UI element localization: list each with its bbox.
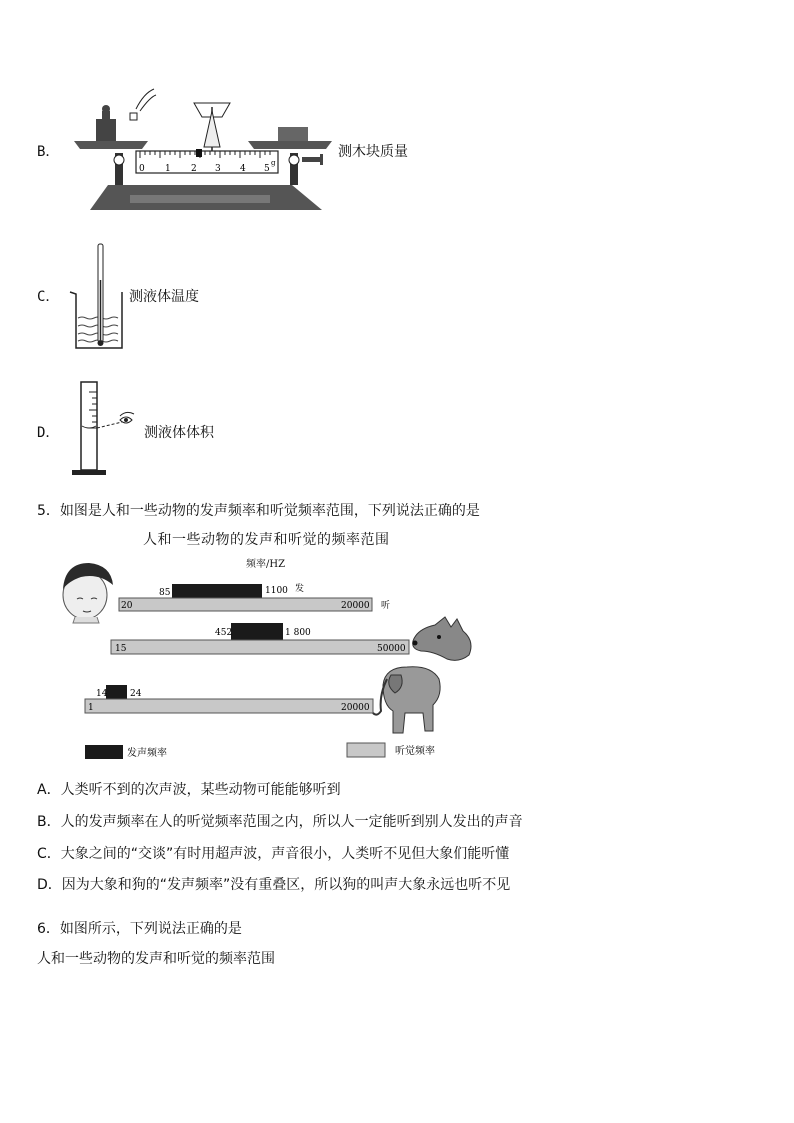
human-emit-hi: 1100 xyxy=(265,586,288,596)
scale-unit: g xyxy=(271,159,276,167)
human-hear-tag: 听 xyxy=(381,601,391,611)
legend-hear-label: 听觉频率 xyxy=(395,746,435,757)
scale-tick-2: 2 xyxy=(191,164,197,174)
q5-option-d: D．因为大象和狗的“发声频率”没有重叠区，所以狗的叫声大象永远也听不见 xyxy=(37,877,511,893)
wood-block xyxy=(278,127,308,141)
option-b-caption: 测木块质量 xyxy=(338,144,408,160)
dog-emit-bar xyxy=(231,623,283,640)
graduated-cylinder xyxy=(81,382,97,470)
dog-emit-hi: 1 800 xyxy=(285,628,311,638)
balance-beam xyxy=(136,151,278,173)
option-d-caption: 测液体体积 xyxy=(144,425,214,441)
dog-hear-hi: 50000 xyxy=(377,644,406,654)
dog-emit-lo: 452 xyxy=(215,628,233,638)
rider xyxy=(196,149,202,157)
q5-option-a: A．人类听不到的次声波，某些动物可能能够听到 xyxy=(37,782,341,798)
human-hear-lo: 20 xyxy=(121,601,133,611)
option-d-letter: D． xyxy=(37,425,60,441)
weight xyxy=(96,119,116,141)
beaker-thermometer-figure xyxy=(66,240,132,352)
q6-stem: 6．如图所示，下列说法正确的是 xyxy=(37,921,242,937)
elephant-emit-bar xyxy=(106,685,127,699)
option-c-caption: 测液体温度 xyxy=(129,289,199,305)
human-hear-bar xyxy=(119,598,372,611)
option-c-letter: C． xyxy=(37,289,60,305)
elephant-emit-hi: 24 xyxy=(130,689,142,699)
human-emit-lo: 85 xyxy=(159,588,171,598)
elephant-hear-bar xyxy=(85,699,373,713)
elephant-hear-lo: 1 xyxy=(88,703,94,713)
elephant-icon xyxy=(373,667,440,733)
scale-tick-0: 0 xyxy=(139,164,145,174)
scale-tick-5: 5 xyxy=(264,164,270,174)
right-pan xyxy=(248,141,332,149)
dog-hear-bar xyxy=(111,640,409,654)
q6-subtitle: 人和一些动物的发声和听觉的频率范围 xyxy=(37,951,275,967)
elephant-hear-hi: 20000 xyxy=(341,703,370,713)
legend-emit-swatch xyxy=(85,745,123,759)
option-b-letter: B． xyxy=(37,144,60,160)
human-hear-hi: 20000 xyxy=(341,601,370,611)
cylinder-figure xyxy=(68,378,148,478)
scale-tick-3: 3 xyxy=(215,164,221,174)
q5-option-c: C．大象之间的“交谈”有时用超声波，声音很小，人类听不见但大象们能听懂 xyxy=(37,846,510,862)
human-face-icon xyxy=(63,563,113,623)
legend-hear-swatch xyxy=(347,743,385,757)
balance-figure xyxy=(70,85,340,213)
left-pan xyxy=(74,141,148,149)
q5-stem: 5．如图是人和一些动物的发声频率和听觉频率范围，下列说法正确的是 xyxy=(37,503,480,519)
legend-emit-label: 发声频率 xyxy=(127,748,167,759)
scale-tick-1: 1 xyxy=(165,164,171,174)
q5-option-b: B．人的发声频率在人的听觉频率范围之内，所以人一定能听到别人发出的声音 xyxy=(37,814,523,830)
human-emit-tag: 发 xyxy=(295,584,305,594)
frequency-range-chart xyxy=(55,555,485,765)
q5-figure-title: 人和一些动物的发声和听觉的频率范围 xyxy=(143,532,390,548)
q5-figure-unit: 频率/HZ xyxy=(246,559,286,570)
elephant-emit-lo: 14 xyxy=(96,689,108,699)
scale-tick-4: 4 xyxy=(240,164,246,174)
dog-head-icon xyxy=(413,617,472,660)
dog-hear-lo: 15 xyxy=(115,644,127,654)
human-emit-bar xyxy=(172,584,262,598)
